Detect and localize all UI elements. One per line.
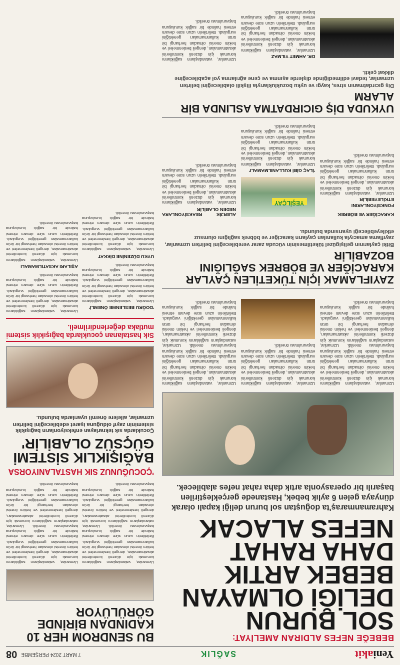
tea-deck: Bitki çaylarının gelişigüzel tüketilmesinin vücuda zarar verebileceğini belirten uzmanlar, zayıflama amacıyla kullanılan çayların karaciğer ve böbrek sağlığını olumsuz etkileyebileceği uyarısında bulundu. <box>164 227 394 247</box>
section-title: SAĞLIK <box>199 649 237 659</box>
sidebar-kicker: 'ÇOCUĞUNUZ SIK HASTALANIYORSA <box>8 467 154 477</box>
body-column <box>320 9 394 62</box>
food-photo <box>241 299 315 339</box>
tea-headline: ZAYIFLAMAK İÇİN TÜKETİLEN ÇAYLAR KARACİĞER VE BÖBREK SAĞLIĞINI BOZABİLİR <box>185 248 394 285</box>
body-column: Uzmanlar, vatandaşların sağlıklarını korumak için düzenli kontrollerini aksatmamaları, dengeli beslenmeleri ve hekim önerisi olmadan herhangi bir ürün kullanmamaları gerektiğini vurguladı. Belirtilerin uzun süre devam etmesi halinde bir sağlık kuruluşuna başvurulması önerildi. <box>162 19 236 63</box>
body-column: Uzmanlar, vatandaşların sağlıklarını korumak için düzenli kontrollerini aksatmamaları, dengeli beslenmeleri ve hekim önerisi olmadan herhangi bir ürün kullanmamaları gerektiğini vurguladı. Belirtilerin uzun süre devam etmesi halinde bir sağlık kuruluşuna başvurulması önerildi. Uzmanlar, vatandaşların sağlıklarını korumak için düzenli kontrollerini aksatmamaları, dengeli beslenmeleri ve hekim önerisi olmadan herhangi bir ürün kullanmamaları gerektiğini vurguladı. Belirtilerin uzun süre devam etmesi halinde bir sağlık kuruluşuna başvurulması önerildi. <box>320 299 394 386</box>
body-column: 'DOĞRU BESLENME ÖNEMLİ' Uzmanlar, vatandaşların sağlıklarını korumak için düzenli kontrollerini aksatmamaları, dengeli beslenmeleri ve hekim önerisi olmadan herhangi bir ürün kullanmamaları gerektiğini vurguladı. Belirtilerin uzun süre devam etmesi halinde bir sağlık kuruluşuna başvurulması önerildi. UYKU DÜZENİNE DİKKAT Uzmanlar, vatandaşların sağlıklarını korumak için düzenli kontrollerini aksatmamaları, dengeli beslenmeleri ve hekim önerisi olmadan herhangi bir ürün kullanmamaları gerektiğini vurguladı. Belirtilerin uzun süre devam etmesi halinde bir sağlık kuruluşuna başvurulması önerildi. <box>82 211 154 311</box>
masthead <box>6 646 394 661</box>
tea-story <box>162 124 394 289</box>
main-column <box>162 3 394 643</box>
teeth-photo <box>320 18 394 58</box>
body-column: ALERJİK REAKSİYONLARA NEDEN OLABİLİR Uzmanlar, vatandaşların sağlıklarını korumak için düzenli kontrollerini aksatmamaları, dengeli beslenmeleri ve hekim önerisi olmadan herhangi bir ürün kullanmamaları gerektiğini vurguladı. Belirtilerin uzun süre devam etmesi halinde bir sağlık kuruluşuna başvurulması önerildi. <box>162 162 236 218</box>
body-column: Uzmanlar, vatandaşların sağlıklarını korumak için düzenli kontrollerini aksatmamaları, dengeli beslenmeleri ve hekim önerisi olmadan herhangi bir ürün kullanmamaları gerektiğini vurguladı. Belirtilerin uzun süre devam etmesi halinde bir sağlık kuruluşuna başvurulması önerildi. Uzmanlar, vatandaşların sağlıklarını korumak için düzenli kontrollerini aksatmamaları, dengeli beslenmeleri ve hekim önerisi olmadan herhangi bir ürün kullanmamaları gerektiğini vurguladı. Belirtilerin uzun süre devam etmesi halinde bir sağlık kuruluşuna başvurulması önerildi. <box>82 482 154 566</box>
newspaper-logo: Yeniakit <box>354 648 394 660</box>
body-column: Uzmanlar, vatandaşların sağlıklarını korumak için düzenli kontrollerini aksatmamaları, dengeli beslenmeleri ve hekim önerisi olmadan herhangi bir ürün kullanmamaları gerektiğini vurguladı. Belirtilerin uzun süre devam etmesi halinde bir sağlık kuruluşuna başvurulması önerildi. Uzmanlar, vatandaşların sağlıklarını korumak için düzenli kontrollerini aksatmamaları, dengeli beslenmeleri ve hekim önerisi olmadan herhangi bir ürün kullanmamaları gerektiğini vurguladı. Belirtilerin uzun süre devam etmesi halinde bir sağlık kuruluşuna başvurulması önerildi. <box>162 299 236 386</box>
page-number: 08 <box>6 648 18 660</box>
tea-package-label: YEŞİLÇAY <box>272 198 307 205</box>
body-column: YEŞİLÇAY 'İLAÇ GİBİ KULLANILMAMALI' Uzmanlar, vatandaşların sağlıklarını korumak için düzenli kontrollerini aksatmamaları, dengeli beslenmeleri ve hekim önerisi olmadan herhangi bir ürün kullanmamaları gerektiğini vurguladı. Belirtilerin uzun süre devam etmesi halinde bir sağlık kuruluşuna başvurulması önerildi. <box>241 124 315 222</box>
child-photo <box>6 346 154 408</box>
teeth-headline: UYKUDA DİŞ GICIRDATMA ASLINDA BİR ALARM <box>180 89 394 114</box>
sidebar-headline: BAĞIŞIKLIK SİSTEMİ GÜÇSÜZ OLABİLİR' <box>13 435 154 467</box>
body-column: Uzmanlar, vatandaşların sağlıklarını korumak için düzenli kontrollerini aksatmamaları, dengeli beslenmeleri ve hekim önerisi olmadan herhangi bir ürün kullanmamaları gerektiğini vurguladı. Belirtilerin uzun süre devam etmesi halinde bir sağlık kuruluşuna başvurulması önerildi. <box>241 295 315 386</box>
pull-quote: Sık hastalanan çocuklarda bağışıklık sistemi mutlaka değerlendirilmeli. <box>6 318 154 342</box>
body-column: Uzmanlar, vatandaşların sağlıklarını korumak için düzenli kontrollerini aksatmamaları, dengeli beslenmeleri ve hekim önerisi olmadan herhangi bir ürün kullanmamaları gerektiğini vurguladı. Belirtilerin uzun süre devam etmesi halinde bir sağlık kuruluşuna başvurulması önerildi. Uzmanlar, vatandaşların sağlıklarını korumak için düzenli kontrollerini aksatmamaları, dengeli beslenmeleri ve hekim önerisi olmadan herhangi bir ürün kullanmamaları gerektiğini vurguladı. Belirtilerin uzun süre devam etmesi halinde bir sağlık kuruluşuna başvurulması önerildi. <box>6 482 78 566</box>
main-headline: SOL BURUN DELİĞİ OLMAYAN BEBEK ARTIK DAHA RAHAT NEFES ALACAK <box>181 514 394 634</box>
tea-photo <box>241 177 315 217</box>
main-deck: Kahramanmaraş'ta doğuştan sol burun deliği kapalı olarak dünyaya gelen 6 aylık bebek, Hastanede gerçekleştirilen başarılı bir operasyonla artık daha rahat nefes alabilecek. <box>171 483 394 512</box>
body-column: Uzmanlar, vatandaşların sağlıklarını korumak için düzenli kontrollerini aksatmamaları, dengeli beslenmeleri ve hekim önerisi olmadan herhangi bir ürün kullanmamaları gerektiğini vurguladı. Belirtilerin uzun süre devam etmesi halinde bir sağlık kuruluşuna başvurulması önerildi. AŞILARI AKSATILMAMALI Uzmanlar, vatandaşların sağlıklarını korumak için düzenli kontrollerini aksatmamaları, dengeli beslenmeleri ve hekim önerisi olmadan herhangi bir ürün kullanmamaları gerektiğini vurguladı. Belirtilerin uzun süre devam etmesi halinde bir sağlık kuruluşuna başvurulması önerildi. <box>6 221 78 315</box>
sidebar-top-headline: BU SENDROM HER 10 KADINDAN BİRİNDE GÖRÜLÜYOR <box>26 605 154 644</box>
page-date: 7 MART 2024 PERŞEMBE <box>21 651 81 657</box>
body-column: DR. AHMET YILMAZ Uzmanlar, vatandaşların sağlıklarını korumak için düzenli kontrollerini aksatmamaları, dengeli beslenmeleri ve hekim önerisi olmadan herhangi bir ürün kullanmamaları gerektiğini vurguladı. Belirtilerin uzun süre devam etmesi halinde bir sağlık kuruluşuna başvurulması önerildi. <box>241 9 315 60</box>
main-kicker: BEBEĞE NEFES ALDIRAN AMELİYAT: <box>232 633 394 643</box>
sidebar-column <box>6 3 154 643</box>
sidebar-photo <box>6 570 154 602</box>
teeth-story <box>162 9 394 117</box>
baby-photo <box>162 392 394 476</box>
teeth-deck: Diş gıcırdatmanın stres, kaygı ve uyku bozukluklarıyla ilişkili olabileceğini belirten uzmanlar, tedavi edilmediğinde dişlerde aşınma ve çene ağrılarına yol açabileceğine dikkat çekti. <box>174 68 394 88</box>
main-body <box>162 295 394 386</box>
sidebar-deck: Çocuklarda sık tekrarlayan enfeksiyonların bağışıklık sisteminin zayıf olduğuna işaret edebileceğini belirten uzmanlar, ailelere önemli uyarılarda bulundu. <box>12 414 154 434</box>
body-column: KARACİĞER VE BÖBREK FONKSİYONLARINI ETKİLEYEBİLİR Uzmanlar, vatandaşların sağlıklarını korumak için düzenli kontrollerini aksatmamaları, dengeli beslenmeleri ve hekim önerisi olmadan herhangi bir ürün kullanmamaları gerektiğini vurguladı. Belirtilerin uzun süre devam etmesi halinde bir sağlık kuruluşuna başvurulması önerildi. <box>320 153 394 218</box>
